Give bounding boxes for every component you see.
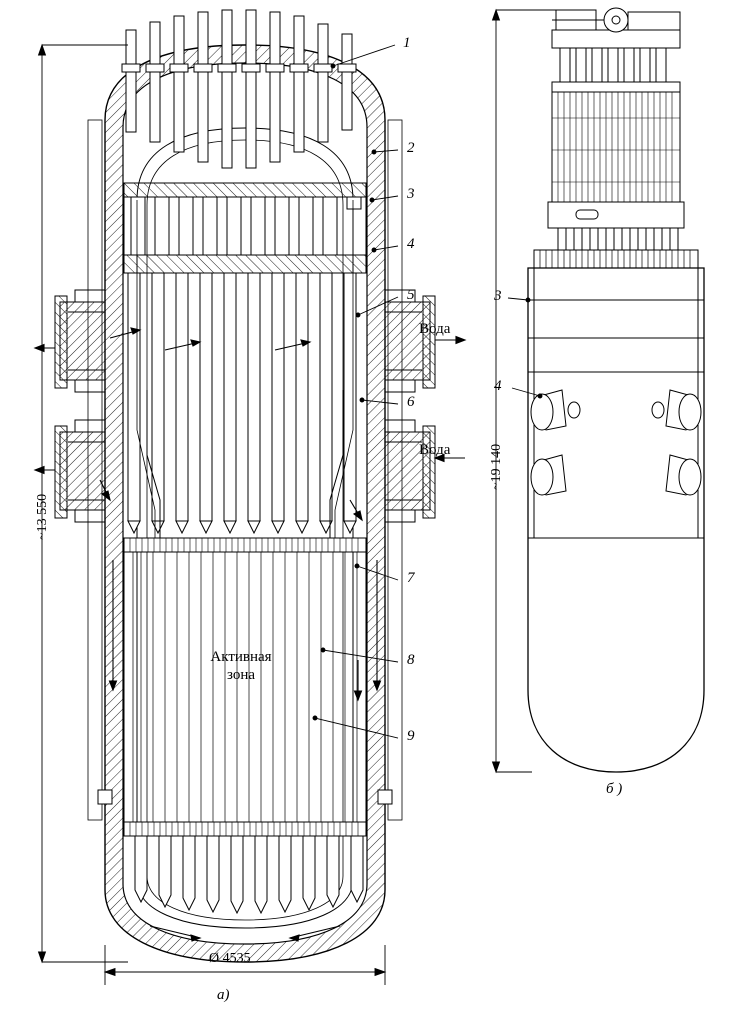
nozzle-upper-right bbox=[385, 296, 435, 388]
callout-5: 5 bbox=[407, 287, 415, 303]
callout-6: 6 bbox=[407, 394, 415, 410]
callout-b-3: 3 bbox=[494, 288, 502, 304]
dimension-height-a-label: ~13 550 bbox=[35, 493, 50, 540]
callout-1: 1 bbox=[403, 35, 411, 51]
annotation-core-line2: зона bbox=[226, 667, 256, 683]
upper-guide-tubes bbox=[131, 197, 361, 255]
callout-b-4: 4 bbox=[494, 378, 502, 394]
annotation-water-outlet: Вода bbox=[419, 321, 451, 337]
core-region bbox=[124, 552, 366, 822]
callout-2: 2 bbox=[407, 140, 415, 156]
core-lower-plate bbox=[124, 822, 366, 836]
internals-columns bbox=[128, 273, 356, 533]
annotation-core-line1: Активная bbox=[210, 649, 272, 665]
nozzle-upper-left bbox=[55, 296, 105, 388]
panel-caption-b: б ) bbox=[606, 781, 623, 797]
nozzle-lower-right bbox=[385, 426, 435, 518]
callout-4: 4 bbox=[407, 236, 415, 252]
callout-3: 3 bbox=[407, 186, 415, 202]
nozzle-lower-left bbox=[55, 426, 105, 518]
callout-8: 8 bbox=[407, 652, 415, 668]
shell-ports bbox=[98, 790, 392, 804]
core-upper-plate bbox=[124, 538, 366, 552]
panel-caption-a: а) bbox=[217, 987, 230, 1003]
panel-b-assembly bbox=[493, 8, 705, 772]
dimension-height-b-label: ~19 140 bbox=[489, 443, 504, 490]
shell-steps bbox=[75, 287, 415, 522]
dimension-diameter-a-label: Ø 4535 bbox=[209, 951, 251, 966]
callout-7: 7 bbox=[407, 570, 415, 586]
callout-9: 9 bbox=[407, 728, 415, 744]
annotation-water-inlet: Вода bbox=[419, 442, 451, 458]
